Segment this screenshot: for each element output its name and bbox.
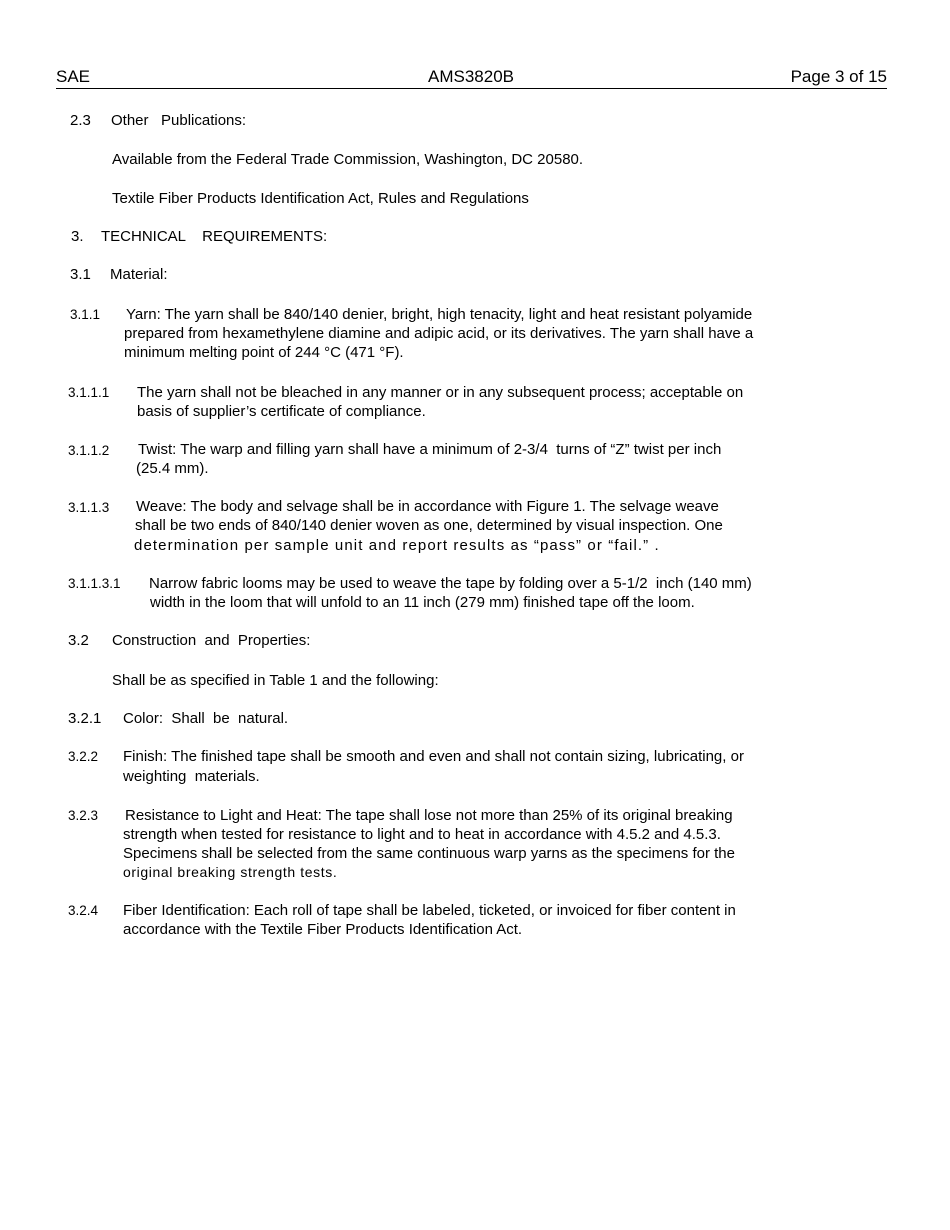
paragraph-line: prepared from hexamethylene diamine and adipic acid, or its derivatives. The yarn shall have a — [124, 325, 754, 342]
section-number: 3.2.4 — [68, 903, 99, 918]
paragraph-line: original breaking strength tests. — [123, 864, 338, 880]
paragraph-line: Resistance to Light and Heat: The tape shall lose not more than 25% of its original breaking — [125, 807, 733, 824]
section-number: 3.1.1.3 — [68, 500, 110, 515]
section-number: 2.3 — [70, 112, 91, 129]
paragraph-line: Weave: The body and selvage shall be in accordance with Figure 1. The selvage weave — [136, 498, 719, 515]
paragraph-line: Narrow fabric looms may be used to weave the tape by folding over a 5-1/2 inch (140 mm) — [149, 575, 752, 592]
paragraph-line: strength when tested for resistance to light and to heat in accordance with 4.5.2 and 4.5.3. — [123, 826, 721, 843]
section-number: 3. — [71, 228, 84, 245]
paragraph-line: shall be two ends of 840/140 denier woven as one, determined by visual inspection. One — [135, 517, 723, 534]
paragraph-line: Finish: The finished tape shall be smooth and even and shall not contain sizing, lubricating, or — [123, 748, 744, 765]
paragraph-line: basis of supplier’s certificate of compliance. — [137, 403, 426, 420]
section-number: 3.1 — [70, 266, 91, 283]
paragraph-line: Specimens shall be selected from the same continuous warp yarns as the specimens for the — [123, 845, 735, 862]
section-title: Other Publications: — [111, 112, 247, 129]
section-number: 3.1.1.1 — [68, 385, 110, 400]
header-doc-number: AMS3820B — [428, 67, 514, 86]
paragraph-line: Twist: The warp and filling yarn shall have a minimum of 2-3/4 turns of “Z” twist per inch — [138, 441, 722, 458]
header-page-number: Page 3 of 15 — [790, 67, 887, 86]
paragraph-line: (25.4 mm). — [136, 460, 209, 477]
paragraph-line: weighting materials. — [123, 768, 260, 785]
section-title: TECHNICAL REQUIREMENTS: — [101, 228, 328, 245]
paragraph-line: determination per sample unit and report results as “pass” or “fail.” . — [134, 537, 660, 554]
paragraph-line: accordance with the Textile Fiber Products Identification Act. — [123, 921, 523, 938]
page-header — [56, 67, 887, 89]
section-number: 3.1.1.2 — [68, 443, 110, 458]
paragraph-line: minimum melting point of 244 °C (471 °F). — [124, 344, 404, 361]
section-number: 3.2.2 — [68, 749, 99, 764]
section-number: 3.2.3 — [68, 808, 99, 823]
table-reference: Shall be as specified in Table 1 and the following: — [112, 672, 439, 689]
section-number: 3.2 — [68, 632, 89, 649]
section-number: 3.2.1 — [68, 710, 102, 727]
header-org: SAE — [56, 67, 91, 86]
paragraph-line: The yarn shall not be bleached in any manner or in any subsequent process; acceptable on — [137, 384, 744, 401]
textile-act-reference: Textile Fiber Products Identification Act, Rules and Regulations — [112, 190, 529, 207]
paragraph-line: Color: Shall be natural. — [123, 710, 289, 727]
paragraph-line: Yarn: The yarn shall be 840/140 denier, bright, high tenacity, light and heat resistant polyamide — [126, 306, 753, 323]
section-number: 3.1.1.3.1 — [68, 576, 121, 591]
paragraph-line: Fiber Identification: Each roll of tape shall be labeled, ticketed, or invoiced for fiber content in — [123, 902, 736, 919]
ftc-availability: Available from the Federal Trade Commission, Washington, DC 20580. — [112, 151, 584, 168]
section-title: Material: — [110, 266, 168, 283]
section-title: Construction and Properties: — [112, 632, 311, 649]
section-number: 3.1.1 — [70, 307, 101, 322]
paragraph-line: width in the loom that will unfold to an 11 inch (279 mm) finished tape off the loom. — [150, 594, 695, 611]
